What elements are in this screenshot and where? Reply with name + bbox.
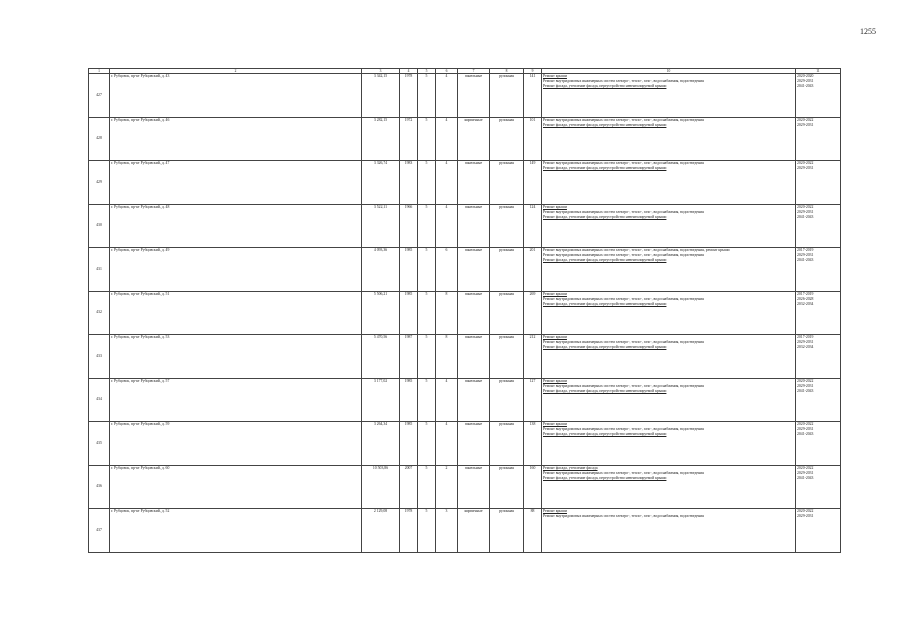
column-header: 11 xyxy=(796,69,841,74)
roof-type-cell: рулонная xyxy=(490,204,524,248)
work-years: 2020-2022 xyxy=(797,161,814,165)
work-years: 2020-2022 xyxy=(797,204,814,209)
address-cell: г. Рубцовск, пр-кт Рубцовский, д. 51 xyxy=(110,291,362,335)
apartments-cell: 141 xyxy=(524,74,542,118)
area-cell: 10 503,86 xyxy=(362,465,400,509)
wall-material-cell: кирпичные xyxy=(458,117,490,161)
work-years: 2026-2028 xyxy=(797,296,814,301)
table-row xyxy=(89,465,841,509)
work-years-cell xyxy=(796,74,841,118)
apartments-cell: 269 xyxy=(524,291,542,335)
wall-material-cell: панельные xyxy=(458,422,490,466)
work-item: Ремонт крыши xyxy=(543,378,567,383)
work-years-cell xyxy=(796,509,841,553)
works-cell xyxy=(542,465,796,509)
column-header: 9 xyxy=(524,69,542,74)
work-years: 2020-2022 xyxy=(797,117,814,122)
wall-material-cell: панельные xyxy=(458,378,490,422)
work-item: Ремонт фасада, утепление фасада, переустройство невентилируемой крыши xyxy=(543,388,667,393)
entrances-cell: 4 xyxy=(436,422,458,466)
entrances-cell: 6 xyxy=(436,248,458,292)
apartments-cell: 138 xyxy=(524,422,542,466)
work-item: Ремонт фасада, утепление фасада, переустройство невентилируемой крыши xyxy=(543,84,667,88)
area-cell: 3 177,02 xyxy=(362,378,400,422)
roof-type-cell: рулонная xyxy=(490,117,524,161)
column-header: 7 xyxy=(458,69,490,74)
wall-material-cell: панельные xyxy=(458,465,490,509)
work-item: Ремонт фасада, утепление фасада, переустройство невентилируемой крыши xyxy=(543,475,667,480)
work-item: Ремонт фасада, утепление фасада xyxy=(543,465,598,470)
work-years: 2041-2043 xyxy=(797,214,814,219)
works-cell xyxy=(542,248,796,292)
area-cell: 3 342,15 xyxy=(362,74,400,118)
wall-material-cell: панельные xyxy=(458,248,490,292)
year-cell: 1987 xyxy=(400,335,418,379)
row-number: 436 xyxy=(89,465,110,509)
apartments-cell: 149 xyxy=(524,161,542,205)
table-row xyxy=(89,378,841,422)
address-cell: г. Рубцовск, пр-кт Рубцовский, д. 48 xyxy=(110,204,362,248)
work-years-cell xyxy=(796,291,841,335)
roof-type-cell: рулонная xyxy=(490,291,524,335)
work-item: Ремонт фасада, утепление фасада, переустройство невентилируемой крыши xyxy=(543,214,667,219)
entrances-cell: 4 xyxy=(436,378,458,422)
work-item: Ремонт крыши xyxy=(543,422,567,426)
apartments-cell: 201 xyxy=(524,248,542,292)
address-cell: г. Рубцовск, пр-кт Рубцовский, д. 47 xyxy=(110,161,362,205)
work-years: 2041-2043 xyxy=(797,258,814,262)
apartments-cell: 101 xyxy=(524,117,542,161)
work-years: 2041-2043 xyxy=(797,388,814,393)
entrances-cell: 8 xyxy=(436,291,458,335)
entrances-cell: 3 xyxy=(436,509,458,553)
works-cell xyxy=(542,204,796,248)
work-item: Ремонт внутридомовых инженерных систем электро-, тепло-, газо-, водоснабжения, водоотведения xyxy=(543,296,704,301)
work-years: 2029-2031 xyxy=(797,122,814,127)
year-cell: 1985 xyxy=(400,291,418,335)
wall-material-cell: панельные xyxy=(458,204,490,248)
work-years: 2041-2043 xyxy=(797,84,814,88)
work-item: Ремонт крыши xyxy=(543,204,567,209)
year-cell: 1966 xyxy=(400,204,418,248)
work-years: 2029-2031 xyxy=(797,427,814,431)
floors-cell: 5 xyxy=(418,291,436,335)
apartments-cell: 88 xyxy=(524,509,542,553)
area-cell: 3 282,15 xyxy=(362,117,400,161)
floors-cell: 5 xyxy=(418,248,436,292)
work-years: 2041-2043 xyxy=(797,475,814,480)
table-row xyxy=(89,248,841,292)
wall-material-cell: панельные xyxy=(458,74,490,118)
work-item: Ремонт фасада, утепление фасада, переустройство невентилируемой крыши xyxy=(543,301,667,306)
works-cell xyxy=(542,291,796,335)
work-years-cell xyxy=(796,335,841,379)
page-number: 1255 xyxy=(860,27,876,36)
area-cell: 2 129,08 xyxy=(362,509,400,553)
work-item: Ремонт внутридомовых инженерных систем электро-, тепло-, газо-, водоснабжения, водоотведения xyxy=(543,161,704,165)
work-years-cell xyxy=(796,422,841,466)
work-years: 2029-2031 xyxy=(797,253,814,257)
apartments-cell: 160 xyxy=(524,465,542,509)
table-row xyxy=(89,509,841,553)
roof-type-cell: рулонная xyxy=(490,422,524,466)
work-item: Ремонт крыши xyxy=(543,335,567,339)
works-cell xyxy=(542,161,796,205)
table-row xyxy=(89,335,841,379)
column-header: 10 xyxy=(542,69,796,74)
work-item: Ремонт внутридомовых инженерных систем электро-, тепло-, газо-, водоснабжения, водоотведения xyxy=(543,340,704,344)
floors-cell: 5 xyxy=(418,465,436,509)
work-years-cell xyxy=(796,161,841,205)
work-years: 2020-2022 xyxy=(797,509,814,513)
work-years: 2029-2031 xyxy=(797,209,814,214)
works-cell xyxy=(542,422,796,466)
works-cell xyxy=(542,509,796,553)
work-years: 2029-2031 xyxy=(797,340,814,344)
area-cell: 4 093,36 xyxy=(362,248,400,292)
entrances-cell: 4 xyxy=(436,117,458,161)
column-header: 3 xyxy=(362,69,400,74)
work-years: 2032-2034 xyxy=(797,345,814,349)
year-cell: 1978 xyxy=(400,509,418,553)
address-cell: г. Рубцовск, пр-кт Рубцовский, д. 46 xyxy=(110,117,362,161)
roof-type-cell: рулонная xyxy=(490,335,524,379)
works-cell xyxy=(542,335,796,379)
year-cell: 1985 xyxy=(400,422,418,466)
table-row xyxy=(89,74,841,118)
work-item: Ремонт внутридомовых инженерных систем электро-, тепло-, газо-, водоснабжения, водоотведения, ремонт крыши xyxy=(543,248,730,252)
work-years: 2029-2031 xyxy=(797,166,814,170)
wall-material-cell: панельные xyxy=(458,291,490,335)
entrances-cell: 4 xyxy=(436,204,458,248)
year-cell: 1972 xyxy=(400,117,418,161)
row-number: 437 xyxy=(89,509,110,553)
work-years: 2041-2043 xyxy=(797,432,814,436)
work-item: Ремонт фасада, утепление фасада, переустройство невентилируемой крыши xyxy=(543,258,667,262)
address-cell: г. Рубцовск, пр-кт Рубцовский, д. 59 xyxy=(110,422,362,466)
area-cell: 3 326,74 xyxy=(362,161,400,205)
roof-type-cell: рулонная xyxy=(490,465,524,509)
year-cell: 1985 xyxy=(400,248,418,292)
floors-cell: 5 xyxy=(418,422,436,466)
works-cell xyxy=(542,117,796,161)
entrances-cell: 4 xyxy=(436,161,458,205)
area-cell: 5 470,56 xyxy=(362,335,400,379)
address-cell: г. Рубцовск, пр-кт Рубцовский, д. 57 xyxy=(110,378,362,422)
works-cell xyxy=(542,378,796,422)
entrances-cell: 8 xyxy=(436,335,458,379)
work-years: 2017-2019 xyxy=(797,248,814,252)
work-years-cell xyxy=(796,117,841,161)
work-item: Ремонт крыши xyxy=(543,74,567,78)
wall-material-cell: кирпичные xyxy=(458,509,490,553)
floors-cell: 5 xyxy=(418,509,436,553)
work-years: 2020-2020 xyxy=(797,74,814,78)
work-years: 2029-2031 xyxy=(797,514,814,518)
year-cell: 1985 xyxy=(400,378,418,422)
row-number: 429 xyxy=(89,161,110,205)
row-number: 433 xyxy=(89,335,110,379)
roof-type-cell: рулонная xyxy=(490,509,524,553)
roof-type-cell: рулонная xyxy=(490,161,524,205)
work-years-cell xyxy=(796,378,841,422)
work-item: Ремонт фасада, утепление фасада, переустройство невентилируемой крыши xyxy=(543,166,667,170)
floors-cell: 5 xyxy=(418,335,436,379)
work-years: 2032-2034 xyxy=(797,301,814,306)
roof-type-cell: рулонная xyxy=(490,74,524,118)
table-row xyxy=(89,117,841,161)
work-years-cell xyxy=(796,465,841,509)
row-number: 434 xyxy=(89,378,110,422)
table-row xyxy=(89,161,841,205)
year-cell: 1978 xyxy=(400,74,418,118)
roof-type-cell: рулонная xyxy=(490,248,524,292)
column-header: 2 xyxy=(110,69,362,74)
work-years: 2029-2031 xyxy=(797,79,814,83)
work-years: 2017-2019 xyxy=(797,335,814,339)
work-years-cell xyxy=(796,204,841,248)
column-header: 6 xyxy=(436,69,458,74)
work-years-cell xyxy=(796,248,841,292)
column-header: 1 xyxy=(89,69,110,74)
column-header: 5 xyxy=(418,69,436,74)
row-number: 427 xyxy=(89,74,110,118)
row-number: 428 xyxy=(89,117,110,161)
year-cell: 2007 xyxy=(400,465,418,509)
row-number: 430 xyxy=(89,204,110,248)
floors-cell: 5 xyxy=(418,161,436,205)
column-header: 8 xyxy=(490,69,524,74)
work-item: Ремонт внутридомовых инженерных систем электро-, тепло-, газо-, водоснабжения, водоотведения xyxy=(543,253,704,257)
work-item: Ремонт внутридомовых инженерных систем электро-, тепло-, газо-, водоснабжения, водоотведения xyxy=(543,470,704,475)
row-number: 432 xyxy=(89,291,110,335)
area-cell: 5 506,21 xyxy=(362,291,400,335)
wall-material-cell: панельные xyxy=(458,335,490,379)
table-row xyxy=(89,291,841,335)
address-cell: г. Рубцовск, пр-кт Рубцовский, д. 53 xyxy=(110,335,362,379)
work-item: Ремонт внутридомовых инженерных систем электро-, тепло-, газо-, водоснабжения, водоотведения xyxy=(543,514,704,518)
work-item: Ремонт внутридомовых инженерных систем электро-, тепло-, газо-, водоснабжения, водоотведения xyxy=(543,209,704,214)
entrances-cell: 2 xyxy=(436,465,458,509)
housing-register-table xyxy=(88,68,841,553)
wall-material-cell: панельные xyxy=(458,161,490,205)
work-item: Ремонт крыши xyxy=(543,509,567,513)
table-row xyxy=(89,422,841,466)
floors-cell: 5 xyxy=(418,74,436,118)
work-item: Ремонт внутридомовых инженерных систем электро-, тепло-, газо-, водоснабжения, водоотведения xyxy=(543,79,704,83)
work-item: Ремонт внутридомовых инженерных систем электро-, тепло-, газо-, водоснабжения, водоотведения xyxy=(543,427,704,431)
year-cell: 1983 xyxy=(400,161,418,205)
apartments-cell: 124 xyxy=(524,204,542,248)
address-cell: г. Рубцовск, пр-кт Рубцовский, д. 49 xyxy=(110,248,362,292)
work-item: Ремонт внутридомовых инженерных систем электро-, тепло-, газо-, водоснабжения, водоотведения xyxy=(543,117,704,122)
work-years: 2020-2022 xyxy=(797,465,814,470)
work-item: Ремонт крыши xyxy=(543,291,567,296)
work-years: 2017-2019 xyxy=(797,291,814,296)
row-number: 431 xyxy=(89,248,110,292)
area-cell: 3 522,11 xyxy=(362,204,400,248)
apartments-cell: 127 xyxy=(524,378,542,422)
work-item: Ремонт фасада, утепление фасада, переустройство невентилируемой крыши xyxy=(543,432,667,436)
row-number: 435 xyxy=(89,422,110,466)
table-row xyxy=(89,204,841,248)
work-years: 2029-2031 xyxy=(797,470,814,475)
area-cell: 3 264,34 xyxy=(362,422,400,466)
address-cell: г. Рубцовск, пр-кт Рубцовский, д. 43 xyxy=(110,74,362,118)
floors-cell: 5 xyxy=(418,204,436,248)
floors-cell: 5 xyxy=(418,117,436,161)
address-cell: г. Рубцовск, пр-кт Рубцовский, д. 60 xyxy=(110,465,362,509)
entrances-cell: 4 xyxy=(436,74,458,118)
works-cell xyxy=(542,74,796,118)
work-item: Ремонт внутридомовых инженерных систем электро-, тепло-, газо-, водоснабжения, водоотведения xyxy=(543,383,704,388)
work-years: 2029-2031 xyxy=(797,383,814,388)
work-years: 2020-2022 xyxy=(797,422,814,426)
address-cell: г. Рубцовск, пр-кт Рубцовский, д. 52 xyxy=(110,509,362,553)
roof-type-cell: рулонная xyxy=(490,378,524,422)
column-header: 4 xyxy=(400,69,418,74)
work-item: Ремонт фасада, утепление фасада, переустройство невентилируемой крыши xyxy=(543,122,667,127)
apartments-cell: 212 xyxy=(524,335,542,379)
floors-cell: 5 xyxy=(418,378,436,422)
work-years: 2020-2022 xyxy=(797,378,814,383)
work-item: Ремонт фасада, утепление фасада, переустройство невентилируемой крыши xyxy=(543,345,667,349)
